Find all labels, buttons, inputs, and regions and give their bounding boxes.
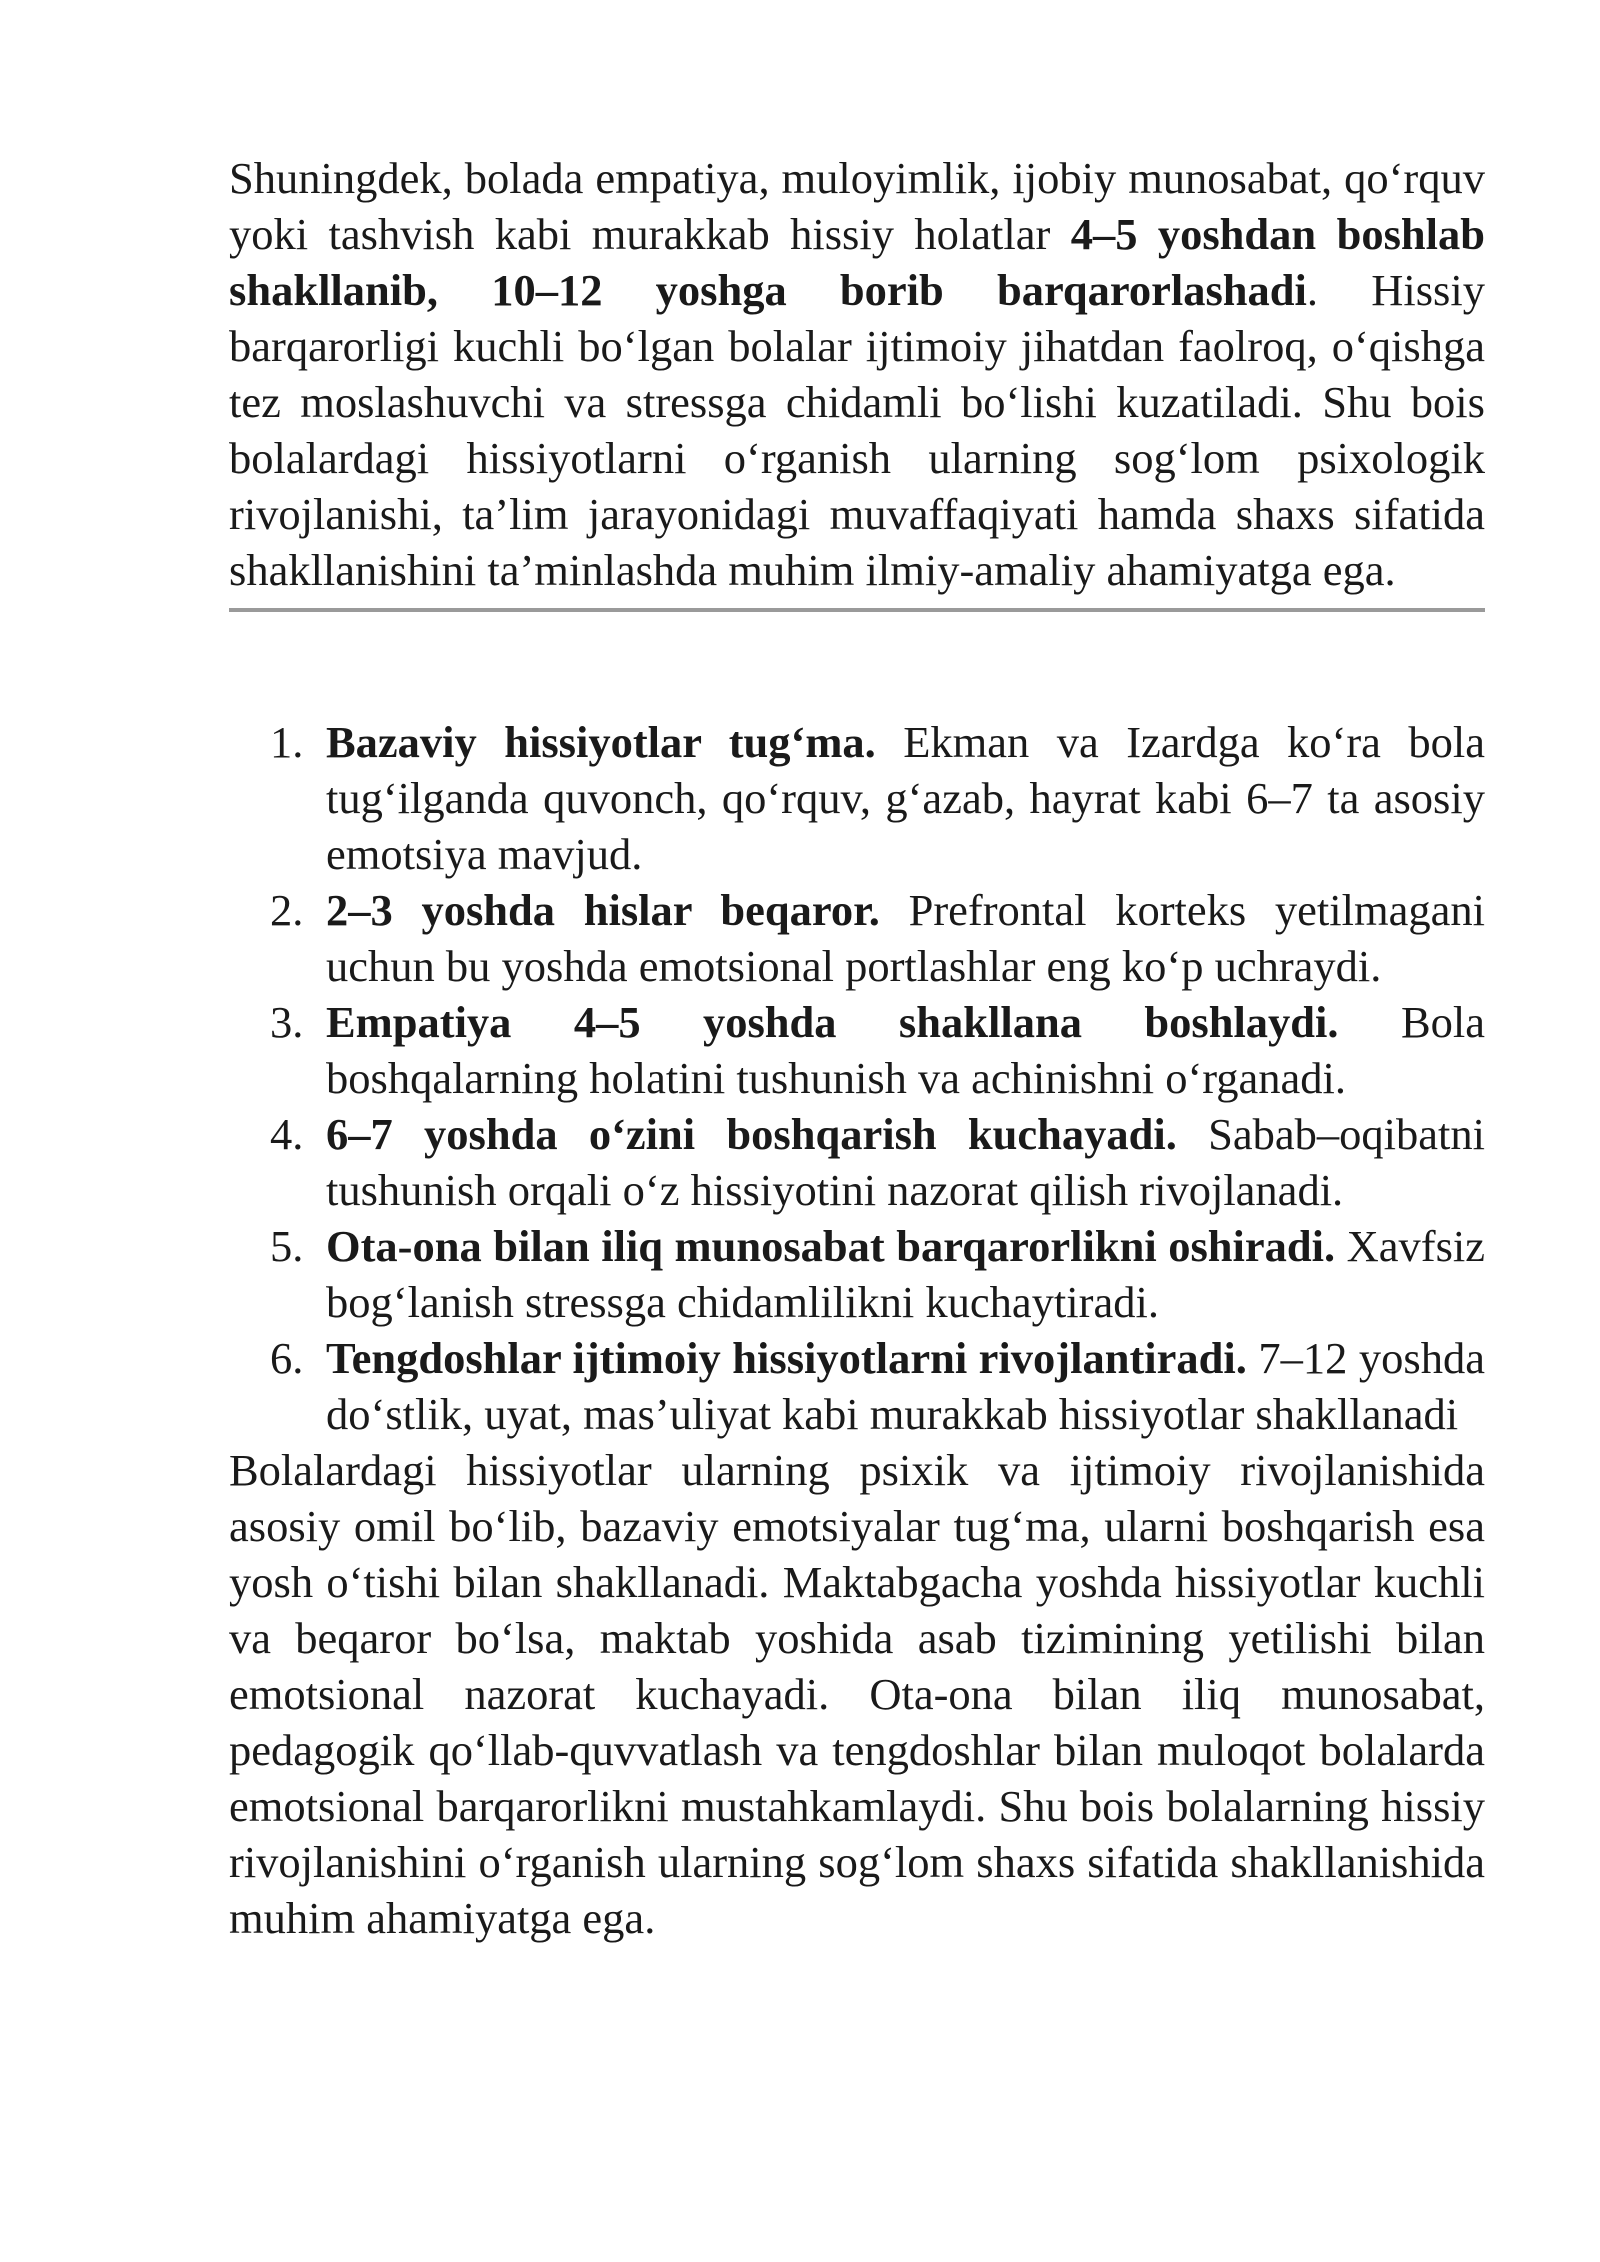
list-item [270, 882, 1485, 994]
list-item-heading: Bazaviy hissiyotlar tug‘ma. [326, 717, 876, 767]
list-item-number: 1. [270, 717, 304, 767]
document-page [229, 150, 1485, 1946]
list-item-number: 5. [270, 1221, 304, 1271]
list-item-text: Sabab–oqibatni tushunish orqali o‘z hissiyotini nazorat qilish rivojlanadi. [326, 1109, 1486, 1215]
list-item-number: 4. [270, 1109, 304, 1159]
list-item-number: 6. [270, 1333, 304, 1383]
list-item [270, 1330, 1485, 1442]
list-item [270, 1106, 1486, 1218]
list-item-text: Prefrontal korteks yetilmagani uchun bu yoshda emotsional portlashlar eng ko‘p uchraydi. [326, 885, 1485, 991]
list-item-heading: 2–3 yoshda hislar beqaror. [326, 885, 880, 935]
intro-paragraph [229, 150, 1485, 598]
list-item-text: 7–12 yoshda do‘stlik, uyat, mas’uliyat kabi murakkab hissiyotlar shakllanadi [326, 1333, 1485, 1439]
list-item [270, 1218, 1486, 1330]
list-item-heading: 6–7 yoshda o‘zini boshqarish kuchayadi. [326, 1109, 1177, 1159]
list-item-text: Ekman va Izardga ko‘ra bola tug‘ilganda quvonch, qo‘rquv, g‘azab, hayrat kabi 6–7 ta asosiy emotsiya mavjud. [326, 717, 1485, 879]
intro-text-end: . Hissiy barqarorligi kuchli bo‘lgan bolalar ijtimoiy jihatdan faolroq, o‘qishga tez moslashuvchi va stressga chidamli bo‘lishi kuzatiladi. Shu bois bolalardagi hissiyotlarni o‘rganish ularning sog‘lom psixologik rivojlanishi, ta’lim jarayonidagi muvaffaqiyati hamda shaxs sifatida shakllanishini ta’minlashda muhim ilmiy-amaliy ahamiyatga ega. [229, 265, 1485, 595]
list-item-text: Bola boshqalarning holatini tushunish va achinishni o‘rganadi. [326, 997, 1485, 1103]
list-item-text: Xavfsiz bog‘lanish stressga chidamlilikni kuchaytiradi. [326, 1221, 1486, 1327]
section-divider [229, 608, 1485, 612]
list-item-heading: Tengdoshlar ijtimoiy hissiyotlarni rivojlantiradi. [326, 1333, 1247, 1383]
list-item-number: 2. [270, 885, 304, 935]
list-item-heading: Ota-ona bilan iliq munosabat barqarorlikni oshiradi. [326, 1221, 1336, 1271]
list-item [270, 714, 1485, 882]
intro-bold-text: 4–5 yoshdan boshlab shakllanib, 10–12 yoshga borib barqarorlashadi [229, 209, 1485, 315]
list-item [270, 994, 1485, 1106]
conclusion-paragraph: Bolalardagi hissiyotlar ularning psixik va ijtimoiy rivojlanishida asosiy omil bo‘lib, bazaviy emotsiyalar tug‘ma, ularni boshqarish esa yosh o‘tishi bilan shakllanadi. Maktabgacha yoshda hissiyotlar kuchli va beqaror bo‘lsa, maktab yoshida asab tizimining yetilishi bilan emotsional nazorat kuchayadi. Ota-ona bilan iliq munosabat, pedagogik qo‘llab-quvvatlash va tengdoshlar bilan muloqot bolalarda emotsional barqarorlikni mustahkamlaydi. Shu bois bolalarning hissiy rivojlanishini o‘rganish ularning sog‘lom shaxs sifatida shakllanishida muhim ahamiyatga ega. [229, 1445, 1485, 1943]
list-item-heading: Empatiya 4–5 yoshda shakllana boshlaydi. [326, 997, 1339, 1047]
findings-list [229, 714, 1485, 1442]
intro-text-start: Shuningdek, bolada empatiya, muloyimlik, ijobiy munosabat, qo‘rquv yoki tashvish kabi murakkab hissiy holatlar [229, 153, 1485, 259]
list-item-number: 3. [270, 997, 304, 1047]
